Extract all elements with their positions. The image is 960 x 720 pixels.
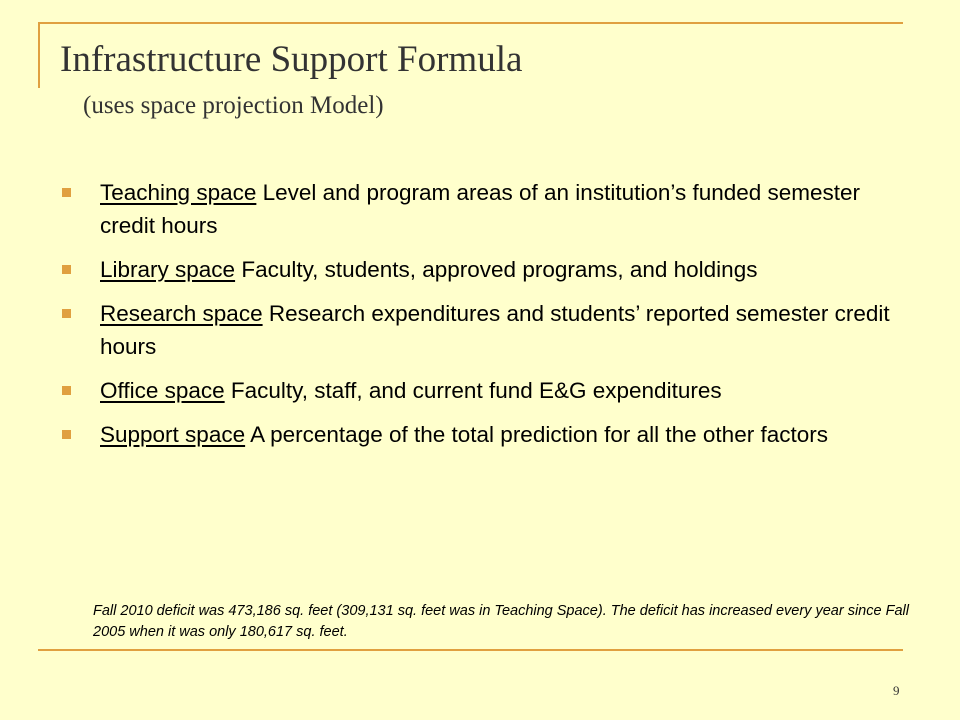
bullet-text: Research expenditures and students’ reported semester credit hours	[100, 301, 890, 359]
bullet-office-space	[60, 374, 900, 407]
square-bullet-icon	[62, 309, 71, 318]
footnote: Fall 2010 deficit was 473,186 sq. feet (309,131 sq. feet was in Teaching Space). The deficit has increased every year since Fall 2005 when it was only 180,617 sq. feet.	[93, 603, 909, 640]
bullet-support-space	[60, 418, 900, 451]
bullet-term: Library space	[100, 257, 236, 282]
square-bullet-icon	[62, 265, 71, 274]
bullet-text: Faculty, students, approved programs, and holdings	[235, 257, 758, 282]
bullet-text: A percentage of the total prediction for all the other factors	[245, 422, 828, 447]
square-bullet-icon	[62, 386, 71, 395]
slide-subtitle: (uses space projection Model)	[83, 92, 384, 119]
bullet-list	[60, 176, 900, 462]
top-rule	[38, 22, 903, 24]
bullet-term: Teaching space	[100, 180, 257, 205]
bottom-rule	[38, 649, 903, 651]
bullet-term: Research space	[100, 301, 263, 326]
bullet-text: Level and program areas of an institution’s funded semester credit hours	[100, 180, 861, 238]
slide-title: Infrastructure Support Formula	[60, 39, 523, 80]
square-bullet-icon	[62, 430, 71, 439]
left-rule	[38, 22, 40, 88]
bullet-library-space	[60, 253, 900, 286]
page-number: 9	[893, 683, 900, 698]
bullet-text: Faculty, staff, and current fund E&G expenditures	[224, 378, 722, 403]
bullet-term: Office space	[100, 378, 225, 403]
square-bullet-icon	[62, 188, 71, 197]
bullet-research-space	[60, 297, 900, 363]
bullet-teaching-space	[60, 176, 900, 242]
bullet-term: Support space	[100, 422, 246, 447]
